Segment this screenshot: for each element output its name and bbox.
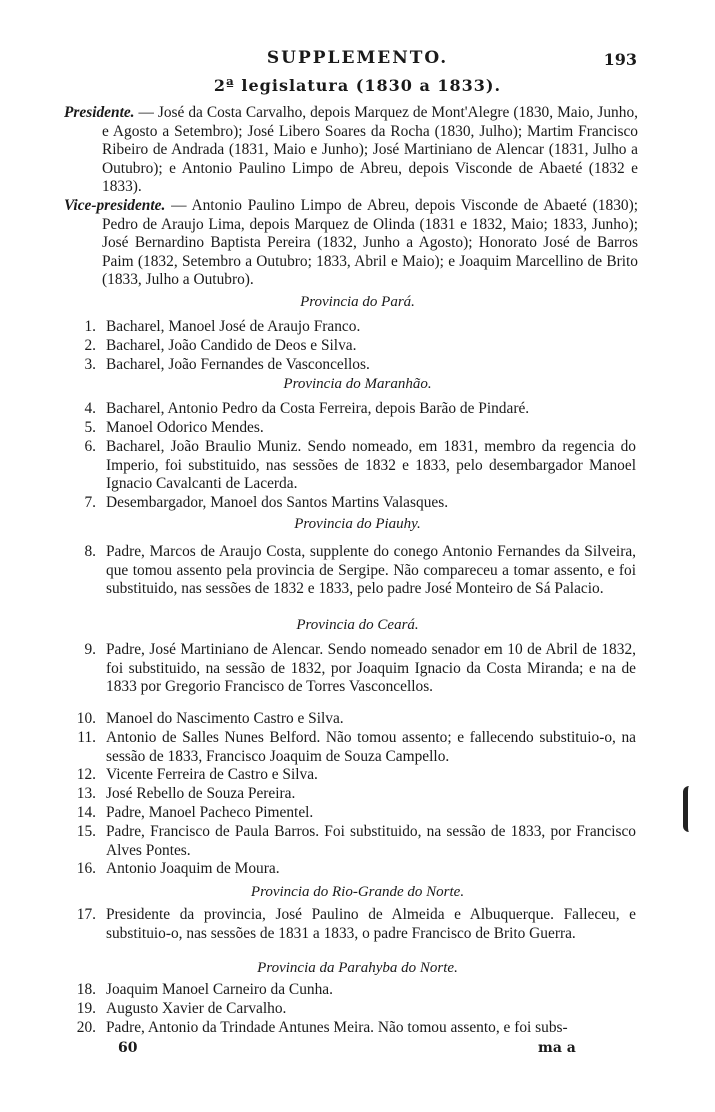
entry-number: 12.	[76, 766, 96, 783]
list-item	[74, 804, 636, 823]
catchword: ma a	[538, 1040, 576, 1056]
list-item	[74, 729, 636, 766]
entry-number: 11.	[77, 729, 96, 746]
province-heading-ceara: Provincia do Ceará.	[296, 617, 419, 633]
entry-number: 19.	[76, 1000, 96, 1017]
list-item	[74, 823, 636, 860]
province-heading-parahyba-do-norte: Provincia da Parahyba do Norte.	[257, 960, 458, 976]
list-item	[74, 766, 636, 785]
entry-text: Padre, Marcos de Araujo Costa, supplente do conego Antonio Fernandes da Silveira, que tomou assento pela provincia de Sergipe. Não compareceu a tomar assento, e foi substituido, nas sessões de 1832 e 1833, pelo padre José Monteiro de Sá Palacio.	[106, 543, 636, 598]
entry-text: Padre, Manoel Pacheco Pimentel.	[106, 804, 314, 821]
entry-number: 3.	[84, 356, 96, 373]
printer-signature: 60	[118, 1040, 138, 1056]
list-item	[74, 641, 636, 697]
province-heading-rio-grande-do-norte: Provincia do Rio-Grande do Norte.	[250, 884, 465, 900]
vice-presidents-lead: Vice-presidente.	[64, 197, 166, 214]
running-header-title: SUPPLEMENTO.	[266, 48, 449, 68]
entry-text: José Rebello de Souza Pereira.	[106, 785, 296, 802]
entry-number: 14.	[76, 804, 96, 821]
entry-number: 18.	[76, 981, 96, 998]
entry-number: 10.	[76, 710, 96, 727]
page-number: 193	[603, 50, 637, 69]
entry-number: 8.	[84, 543, 96, 560]
list-item	[74, 438, 636, 494]
list-item	[74, 1000, 636, 1019]
entry-number: 4.	[84, 400, 96, 417]
entry-text: Padre, Antonio da Trindade Antunes Meira. Não tomou assento, e foi subs-	[106, 1019, 568, 1036]
entry-number: 16.	[76, 860, 96, 877]
entry-text: Antonio de Salles Nunes Belford. Não tomou assento; e fallecendo substituio-o, na sessão de 1833, Francisco Joaquim de Souza Campello.	[106, 729, 636, 765]
list-item	[74, 400, 636, 419]
entry-text: Augusto Xavier de Carvalho.	[106, 1000, 287, 1017]
entry-number: 20.	[76, 1019, 96, 1036]
entry-text: Desembargador, Manoel dos Santos Martins Valasques.	[106, 494, 449, 511]
entry-number: 7.	[84, 494, 96, 511]
presidents-text: — José da Costa Carvalho, depois Marquez de Mont'Alegre (1830, Maio, Junho, e Agosto a Setembro); José Libero Soares da Rocha (1830, Julho); Martim Francisco Ribeiro de Andrada (1831, Maio e Junho); José Martiniano de Alencar (1831, Julho a Outubro); e Antonio Paulino Limpo de Abreu, depois Visconde de Abaeté (1832 e 1833).	[102, 104, 638, 196]
entry-text: Joaquim Manoel Carneiro da Cunha.	[106, 981, 333, 998]
entry-number: 2.	[84, 337, 96, 354]
list-item	[74, 543, 636, 599]
list-item	[74, 318, 636, 337]
entry-text: Antonio Joaquim de Moura.	[106, 860, 280, 877]
province-heading-maranhao: Provincia do Maranhão.	[283, 376, 432, 392]
entry-number: 9.	[84, 641, 96, 658]
list-item	[74, 419, 636, 438]
list-item	[74, 1019, 636, 1038]
vice-presidents-text: — Antonio Paulino Limpo de Abreu, depois Visconde de Abaeté (1830); Pedro de Araujo Lima, depois Marquez de Olinda (1831 e 1832, Maio; 1833, Junho); José Bernardino Baptista Pereira (1832, Junho a Agosto); Honorato José de Barros Paim (1832, Setembro a Outubro; 1833, Abril e Maio); e Joaquim Marcellino de Brito (1833, Julho a Outubro).	[102, 197, 638, 289]
list-item	[74, 710, 636, 729]
list-item	[74, 785, 636, 804]
entry-text: Padre, Francisco de Paula Barros. Foi substituido, na sessão de 1833, por Francisco Alves Pontes.	[106, 823, 636, 859]
list-item	[74, 981, 636, 1000]
list-item	[74, 906, 636, 943]
list-item	[74, 356, 636, 375]
entry-number: 1.	[84, 318, 96, 335]
entry-text: Vicente Ferreira de Castro e Silva.	[106, 766, 318, 783]
entry-text: Bacharel, Antonio Pedro da Costa Ferreira, depois Barão de Pindaré.	[106, 400, 530, 417]
entry-text: Bacharel, João Candido de Deos e Silva.	[106, 337, 357, 354]
entry-text: Manoel Odorico Mendes.	[106, 419, 264, 436]
legislature-heading: 2ª legislatura (1830 a 1833).	[213, 76, 502, 95]
entry-number: 5.	[84, 419, 96, 436]
entry-number: 17.	[76, 906, 96, 923]
entry-text: Bacharel, Manoel José de Araujo Franco.	[106, 318, 361, 335]
presidents-lead: Presidente.	[64, 104, 135, 121]
list-item	[74, 494, 636, 513]
margin-bracket-mark	[683, 786, 696, 832]
presidents-paragraph	[64, 104, 638, 197]
entry-text: Bacharel, João Braulio Muniz. Sendo nomeado, em 1831, membro da regencia do Imperio, foi substituido, nas sessões de 1832 e 1833, pelo desembargador Manoel Ignacio Cavalcanti de Lacerda.	[106, 438, 636, 493]
entry-text: Padre, José Martiniano de Alencar. Sendo nomeado senador em 10 de Abril de 1832, foi substituido, na sessão de 1832, por Joaquim Ignacio da Costa Miranda; e na de 1833 por Gregorio Francisco de Torres Vasconcellos.	[106, 641, 636, 696]
list-item	[74, 337, 636, 356]
entry-number: 6.	[84, 438, 96, 455]
entry-text: Presidente da provincia, José Paulino de Almeida e Albuquerque. Falleceu, e substituio-o, nas sessões de 1831 a 1833, o padre Francisco de Brito Guerra.	[106, 906, 636, 942]
entry-text: Bacharel, João Fernandes de Vasconcellos.	[106, 356, 370, 373]
list-item	[74, 860, 636, 879]
province-heading-para: Provincia do Pará.	[300, 294, 415, 310]
province-heading-piauhy: Provincia do Piauhy.	[294, 516, 421, 532]
entry-text: Manoel do Nascimento Castro e Silva.	[106, 710, 344, 727]
entry-number: 13.	[76, 785, 96, 802]
entry-number: 15.	[76, 823, 96, 840]
vice-presidents-paragraph	[64, 197, 638, 290]
